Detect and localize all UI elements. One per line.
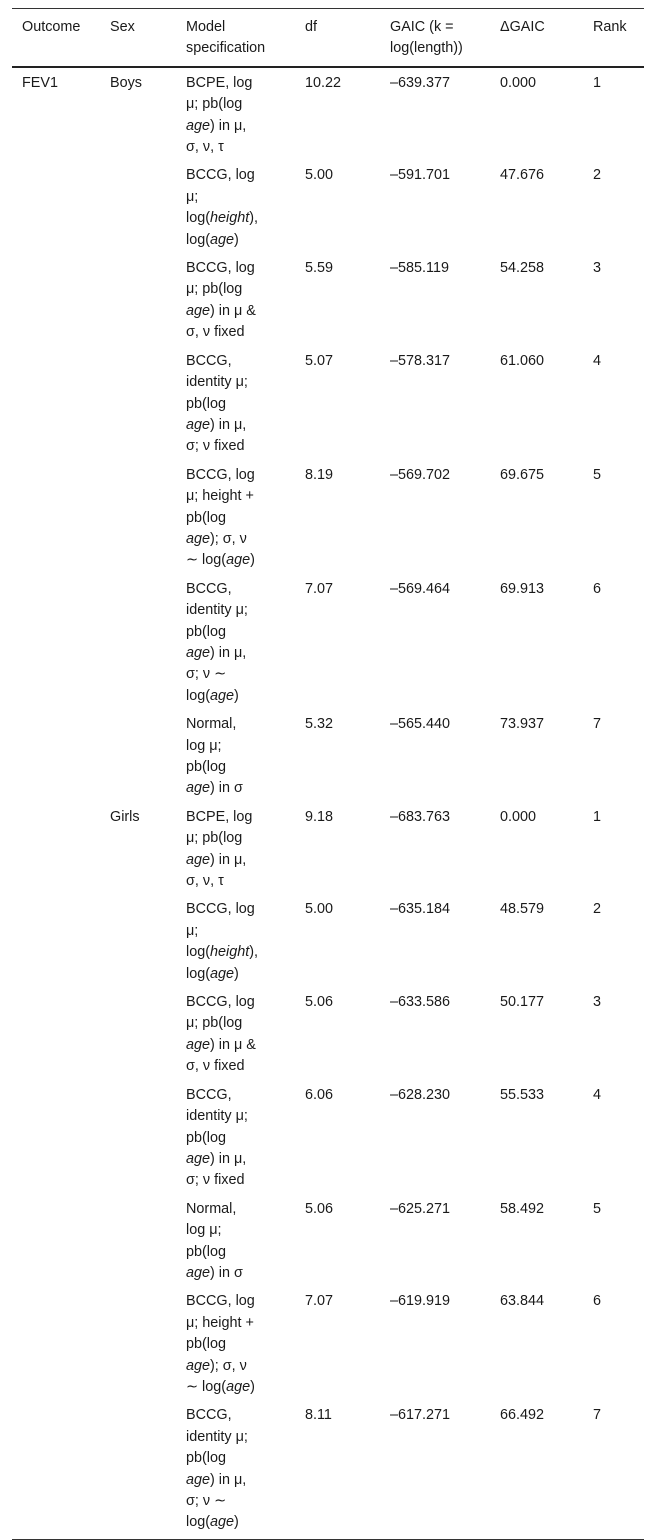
cell-gaic-text: –635.184 — [390, 901, 451, 918]
cell-df — [295, 1403, 380, 1539]
cell-model-specification — [176, 897, 295, 990]
table-row — [12, 577, 644, 712]
cell-outcome — [12, 349, 100, 463]
cell-df — [295, 256, 380, 349]
cell-rank-text: 7 — [593, 716, 602, 733]
table-row — [12, 1083, 644, 1197]
cell-gaic-text: –565.440 — [390, 716, 451, 733]
cell-df-text: 9.18 — [305, 808, 334, 825]
cell-model-specification — [176, 67, 295, 164]
cell-sex — [100, 897, 176, 990]
cell-model-specification-text: BCCG, log μ; log(height), log(age) — [186, 167, 259, 248]
cell-rank-text: 6 — [593, 1293, 602, 1310]
cell-rank — [583, 463, 644, 577]
table-row — [12, 1403, 644, 1539]
header-outcome: Outcome — [22, 19, 81, 35]
cell-gaic-text: –625.271 — [390, 1200, 451, 1217]
cell-outcome-text: FEV1 — [22, 74, 58, 91]
cell-delta-gaic — [490, 1083, 583, 1197]
header-rank: Rank — [593, 19, 627, 35]
cell-outcome — [12, 1083, 100, 1197]
table-row — [12, 897, 644, 990]
cell-delta-gaic-text: 50.177 — [500, 994, 545, 1011]
cell-df-text: 5.32 — [305, 716, 334, 733]
cell-delta-gaic — [490, 349, 583, 463]
cell-gaic — [380, 163, 490, 256]
cell-model-specification-text: BCCG, identity μ; pb(log age) in μ, σ; ν ∼ log(age) — [186, 1407, 248, 1531]
cell-df-text: 5.59 — [305, 260, 334, 277]
cell-rank-text: 4 — [593, 352, 602, 369]
cell-delta-gaic-text: 63.844 — [500, 1293, 545, 1310]
cell-rank — [583, 1083, 644, 1197]
cell-model-specification — [176, 712, 295, 805]
cell-outcome — [12, 805, 100, 898]
cell-delta-gaic — [490, 990, 583, 1083]
cell-outcome — [12, 1403, 100, 1539]
cell-sex — [100, 463, 176, 577]
cell-outcome — [12, 712, 100, 805]
model-comparison-table — [12, 8, 644, 1540]
cell-df — [295, 349, 380, 463]
header-model-specification: Model specification — [186, 19, 266, 57]
cell-df-text: 7.07 — [305, 1293, 334, 1310]
cell-rank-text: 2 — [593, 901, 602, 918]
cell-gaic — [380, 577, 490, 712]
cell-gaic — [380, 897, 490, 990]
cell-rank-text: 5 — [593, 1200, 602, 1217]
cell-df-text: 5.06 — [305, 994, 334, 1011]
cell-model-specification-text: Normal, log μ; pb(log age) in σ — [186, 1200, 243, 1281]
table-row — [12, 990, 644, 1083]
cell-sex — [100, 990, 176, 1083]
cell-delta-gaic — [490, 463, 583, 577]
cell-rank — [583, 1197, 644, 1290]
cell-gaic — [380, 805, 490, 898]
cell-outcome — [12, 163, 100, 256]
cell-delta-gaic-text: 73.937 — [500, 716, 545, 733]
cell-rank-text: 3 — [593, 260, 602, 277]
header-df: df — [305, 19, 318, 35]
table-row — [12, 1197, 644, 1290]
cell-delta-gaic — [490, 712, 583, 805]
cell-rank-text: 5 — [593, 466, 602, 483]
cell-delta-gaic-text: 66.492 — [500, 1407, 545, 1424]
cell-df — [295, 805, 380, 898]
table-row — [12, 805, 644, 898]
cell-gaic — [380, 256, 490, 349]
cell-model-specification — [176, 1403, 295, 1539]
cell-sex — [100, 67, 176, 164]
cell-delta-gaic — [490, 256, 583, 349]
cell-rank — [583, 805, 644, 898]
cell-gaic-text: –628.230 — [390, 1086, 451, 1103]
cell-model-specification — [176, 1197, 295, 1290]
table-row — [12, 1289, 644, 1403]
cell-rank-text: 3 — [593, 994, 602, 1011]
cell-outcome — [12, 990, 100, 1083]
cell-outcome — [12, 463, 100, 577]
cell-model-specification-text: BCPE, log μ; pb(log age) in μ, σ, ν, τ — [186, 74, 253, 156]
cell-df — [295, 463, 380, 577]
cell-df — [295, 67, 380, 164]
cell-delta-gaic-text: 55.533 — [500, 1086, 545, 1103]
header-sex: Sex — [110, 19, 135, 35]
cell-gaic — [380, 712, 490, 805]
cell-gaic-text: –569.464 — [390, 580, 451, 597]
cell-rank — [583, 1403, 644, 1539]
cell-df — [295, 163, 380, 256]
cell-delta-gaic-text: 48.579 — [500, 901, 545, 918]
cell-df-text: 5.00 — [305, 901, 334, 918]
cell-sex-text: Girls — [110, 808, 140, 825]
cell-model-specification-text: BCCG, identity μ; pb(log age) in μ, σ; ν ∼ log(age) — [186, 580, 248, 704]
cell-rank-text: 1 — [593, 808, 602, 825]
cell-rank-text: 1 — [593, 74, 602, 91]
table-row — [12, 67, 644, 164]
cell-sex — [100, 1197, 176, 1290]
cell-model-specification — [176, 463, 295, 577]
cell-delta-gaic-text: 61.060 — [500, 352, 545, 369]
cell-gaic — [380, 1197, 490, 1290]
cell-delta-gaic — [490, 1289, 583, 1403]
cell-sex — [100, 1403, 176, 1539]
cell-df — [295, 1083, 380, 1197]
cell-gaic — [380, 1289, 490, 1403]
cell-df — [295, 712, 380, 805]
cell-delta-gaic — [490, 805, 583, 898]
cell-gaic — [380, 1083, 490, 1197]
cell-model-specification-text: BCCG, log μ; height + pb(log age); σ, ν ∼ log(age) — [186, 1293, 255, 1395]
cell-model-specification — [176, 1289, 295, 1403]
cell-delta-gaic-text: 58.492 — [500, 1200, 545, 1217]
cell-df — [295, 897, 380, 990]
cell-gaic-text: –683.763 — [390, 808, 451, 825]
cell-model-specification — [176, 256, 295, 349]
cell-df-text: 5.07 — [305, 352, 334, 369]
table-header-row — [12, 9, 644, 67]
cell-outcome — [12, 577, 100, 712]
header-delta-gaic: ΔGAIC — [500, 19, 545, 35]
cell-delta-gaic — [490, 1403, 583, 1539]
cell-gaic-text: –633.586 — [390, 994, 451, 1011]
cell-outcome — [12, 67, 100, 164]
cell-model-specification-text: BCCG, log μ; pb(log age) in μ & σ, ν fixed — [186, 994, 256, 1075]
cell-df — [295, 1197, 380, 1290]
cell-df-text: 5.00 — [305, 167, 334, 184]
cell-gaic — [380, 1403, 490, 1539]
cell-delta-gaic-text: 47.676 — [500, 167, 545, 184]
cell-sex — [100, 577, 176, 712]
cell-delta-gaic-text: 0.000 — [500, 808, 537, 825]
cell-gaic-text: –617.271 — [390, 1407, 451, 1424]
cell-rank — [583, 712, 644, 805]
cell-df-text: 8.19 — [305, 466, 334, 483]
cell-outcome — [12, 1197, 100, 1290]
header-gaic: GAIC (k = log(length)) — [390, 19, 463, 57]
cell-model-specification — [176, 1083, 295, 1197]
cell-rank — [583, 67, 644, 164]
cell-model-specification-text: Normal, log μ; pb(log age) in σ — [186, 716, 243, 797]
table-row — [12, 349, 644, 463]
cell-model-specification-text: BCCG, identity μ; pb(log age) in μ, σ; ν fixed — [186, 1086, 248, 1189]
cell-rank — [583, 1289, 644, 1403]
cell-gaic — [380, 990, 490, 1083]
cell-gaic-text: –578.317 — [390, 352, 451, 369]
cell-model-specification-text: BCCG, log μ; log(height), log(age) — [186, 901, 259, 982]
cell-df-text: 7.07 — [305, 580, 334, 597]
cell-sex — [100, 805, 176, 898]
cell-rank-text: 6 — [593, 580, 602, 597]
cell-delta-gaic — [490, 163, 583, 256]
cell-rank-text: 7 — [593, 1407, 602, 1424]
cell-sex-text: Boys — [110, 74, 142, 91]
cell-delta-gaic-text: 0.000 — [500, 74, 537, 91]
cell-df — [295, 990, 380, 1083]
cell-delta-gaic — [490, 897, 583, 990]
cell-gaic — [380, 463, 490, 577]
cell-sex — [100, 349, 176, 463]
cell-rank-text: 4 — [593, 1086, 602, 1103]
cell-model-specification — [176, 577, 295, 712]
cell-delta-gaic-text: 69.675 — [500, 466, 545, 483]
cell-sex — [100, 163, 176, 256]
cell-gaic-text: –619.919 — [390, 1293, 451, 1310]
table-row — [12, 712, 644, 805]
cell-rank-text: 2 — [593, 167, 602, 184]
cell-sex — [100, 1289, 176, 1403]
cell-model-specification — [176, 990, 295, 1083]
cell-rank — [583, 990, 644, 1083]
cell-df-text: 6.06 — [305, 1086, 334, 1103]
cell-gaic-text: –591.701 — [390, 167, 451, 184]
cell-df — [295, 1289, 380, 1403]
cell-rank — [583, 256, 644, 349]
cell-delta-gaic — [490, 1197, 583, 1290]
cell-model-specification — [176, 163, 295, 256]
cell-sex — [100, 712, 176, 805]
cell-delta-gaic-text: 54.258 — [500, 260, 545, 277]
table-body — [12, 67, 644, 1540]
cell-model-specification-text: BCPE, log μ; pb(log age) in μ, σ, ν, τ — [186, 808, 253, 890]
cell-sex — [100, 1083, 176, 1197]
cell-model-specification-text: BCCG, log μ; height + pb(log age); σ, ν ∼ log(age) — [186, 466, 255, 569]
cell-df-text: 8.11 — [305, 1407, 332, 1424]
cell-gaic-text: –639.377 — [390, 74, 451, 91]
cell-delta-gaic-text: 69.913 — [500, 580, 545, 597]
cell-sex — [100, 256, 176, 349]
cell-df-text: 5.06 — [305, 1200, 334, 1217]
cell-rank — [583, 163, 644, 256]
cell-gaic-text: –569.702 — [390, 466, 451, 483]
cell-rank — [583, 897, 644, 990]
cell-rank — [583, 349, 644, 463]
cell-model-specification — [176, 805, 295, 898]
table-row — [12, 163, 644, 256]
cell-outcome — [12, 1289, 100, 1403]
cell-gaic — [380, 349, 490, 463]
cell-delta-gaic — [490, 67, 583, 164]
cell-delta-gaic — [490, 577, 583, 712]
cell-model-specification-text: BCCG, identity μ; pb(log age) in μ, σ; ν fixed — [186, 352, 248, 455]
cell-gaic-text: –585.119 — [390, 260, 449, 277]
cell-outcome — [12, 256, 100, 349]
cell-gaic — [380, 67, 490, 164]
cell-rank — [583, 577, 644, 712]
table-row — [12, 256, 644, 349]
cell-df-text: 10.22 — [305, 74, 342, 91]
cell-model-specification — [176, 349, 295, 463]
cell-model-specification-text: BCCG, log μ; pb(log age) in μ & σ, ν fixed — [186, 260, 256, 341]
cell-df — [295, 577, 380, 712]
table-row — [12, 463, 644, 577]
cell-outcome — [12, 897, 100, 990]
